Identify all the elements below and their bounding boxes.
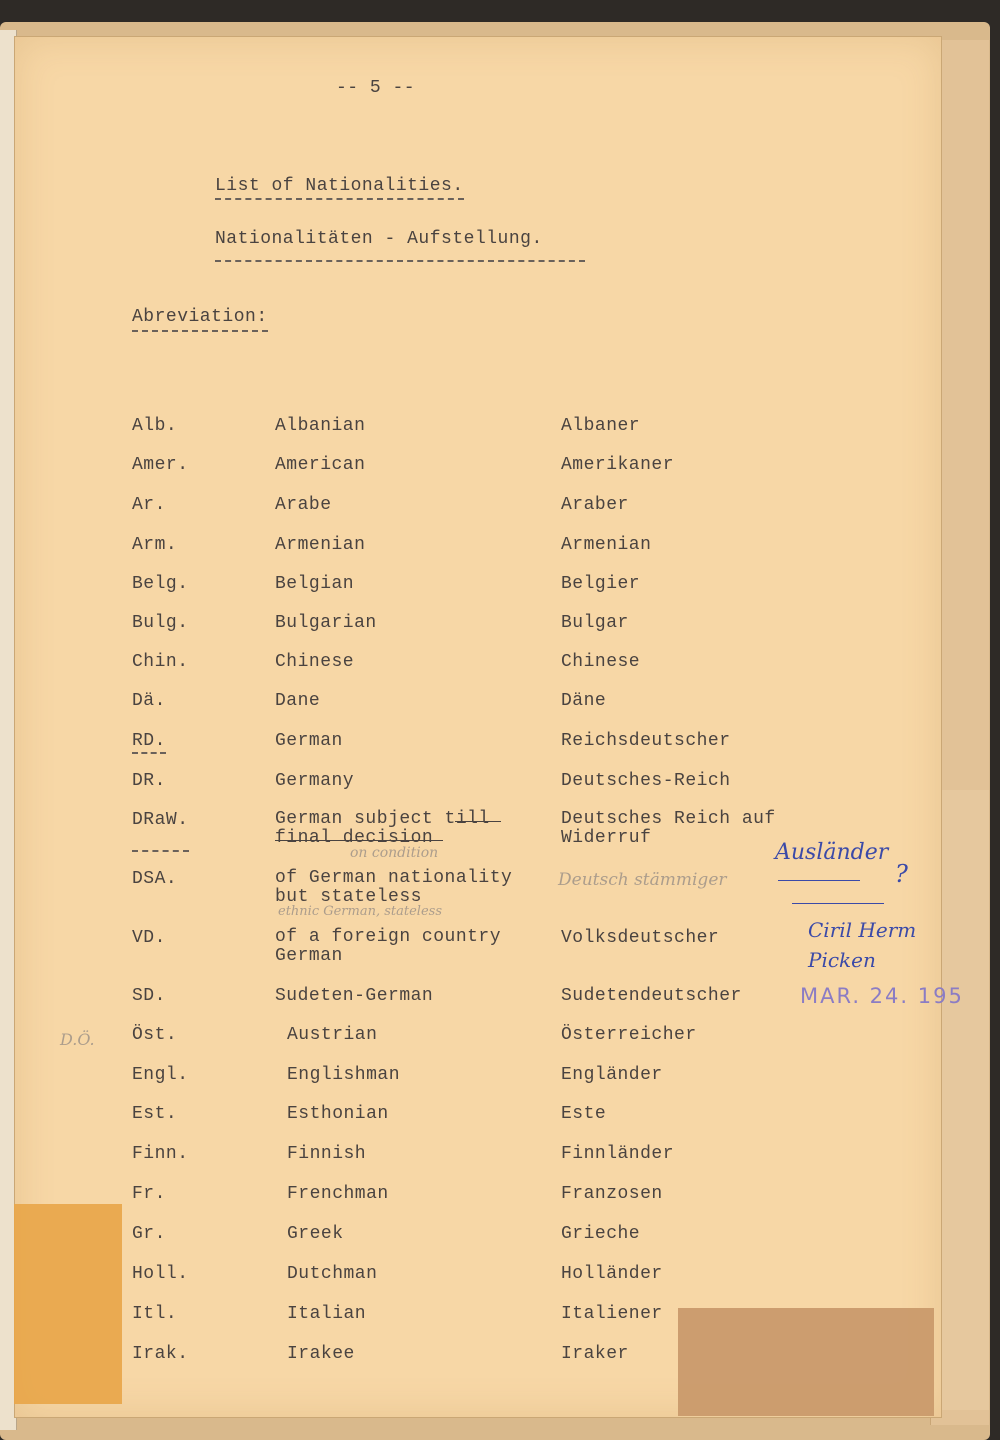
row-german: Grieche [561, 1224, 641, 1244]
row-english: of German nationality but stateless [275, 868, 513, 907]
row-english: Italian [287, 1304, 367, 1324]
row-abbr: RD. [132, 731, 166, 754]
row-german: Engländer [561, 1065, 663, 1085]
row-abbr: DR. [132, 771, 166, 791]
row-abbr: Irak. [132, 1344, 189, 1364]
row-german: Sudetendeutscher [561, 986, 742, 1006]
row-german: Chinese [561, 652, 641, 672]
row-abbr: Holl. [132, 1264, 189, 1284]
ink-question-mark: ? [895, 860, 908, 888]
row-english: Albanian [275, 416, 366, 436]
back-sheet-tab [936, 790, 989, 1410]
row-abbr: Amer. [132, 455, 189, 475]
row-german: Italiener [561, 1304, 663, 1324]
row-english: Belgian [275, 574, 355, 594]
row-german: Belgier [561, 574, 641, 594]
row-english: Irakee [287, 1344, 355, 1364]
strike-final-decision [275, 840, 443, 841]
row-german: Volksdeutscher [561, 928, 720, 948]
row-german: Deutsches-Reich [561, 771, 731, 791]
pencil-deutsch-staemmiger: Deutsch stämmiger [558, 870, 727, 890]
ink-strike-1 [778, 880, 860, 881]
row-german: Deutsches Reich auf Widerruf [561, 809, 776, 848]
row-abbr: Gr. [132, 1224, 166, 1244]
row-abbr: Est. [132, 1104, 178, 1124]
ink-auslaender: Ausländer [775, 840, 889, 865]
row-abbr: Finn. [132, 1144, 189, 1164]
pencil-on-condition: on condition [350, 845, 439, 861]
strike-till [455, 821, 501, 822]
tape-left [14, 1204, 122, 1404]
ink-strike-2 [792, 903, 884, 904]
row-abbr: Bulg. [132, 613, 189, 633]
row-abbr: Alb. [132, 416, 178, 436]
row-english: Armenian [275, 535, 366, 555]
row-german: Araber [561, 495, 629, 515]
row-english: Sudeten-German [275, 986, 434, 1006]
row-abbr: Dä. [132, 691, 166, 711]
row-english: American [275, 455, 366, 475]
row-german: Franzosen [561, 1184, 663, 1204]
row-german: Holländer [561, 1264, 663, 1284]
row-abbr: VD. [132, 928, 166, 948]
row-abbr: SD. [132, 986, 166, 1006]
document-title: List of Nationalities. [215, 176, 464, 200]
row-english: Austrian [287, 1025, 378, 1045]
row-english: Chinese [275, 652, 355, 672]
row-german: Amerikaner [561, 455, 675, 475]
row-german: Iraker [561, 1344, 629, 1364]
row-abbr: Öst. [132, 1025, 178, 1045]
row-english: of a foreign country German [275, 927, 502, 966]
pencil-ethnic-german: ethnic German, stateless [278, 904, 442, 919]
ink-initials: Ciril Herm Picken [808, 918, 917, 972]
subtitle-rule [215, 260, 585, 262]
row-english: Esthonian [287, 1104, 389, 1124]
tape-right [678, 1308, 934, 1416]
row-abbr: Ar. [132, 495, 166, 515]
row-english: Finnish [287, 1144, 367, 1164]
row-abbr: Chin. [132, 652, 189, 672]
row-abbr: Fr. [132, 1184, 166, 1204]
row-english: Dutchman [287, 1264, 378, 1284]
row-german: Bulgar [561, 613, 629, 633]
row-german: Reichsdeutscher [561, 731, 731, 751]
row-german: Däne [561, 691, 607, 711]
row-abbr: Itl. [132, 1304, 178, 1324]
row-abbr: Arm. [132, 535, 178, 555]
row-english: Frenchman [287, 1184, 389, 1204]
row-english: Arabe [275, 495, 332, 515]
row-german: Finnländer [561, 1144, 675, 1164]
row-german: Österreicher [561, 1025, 697, 1045]
row-english: Germany [275, 771, 355, 791]
row-english: Englishman [287, 1065, 401, 1085]
row-english: Greek [287, 1224, 344, 1244]
date-stamp: MAR. 24. 195 [800, 984, 964, 1008]
row-english: Bulgarian [275, 613, 377, 633]
row-german: Este [561, 1104, 607, 1124]
row-german: Armenian [561, 535, 652, 555]
row-english: Dane [275, 691, 321, 711]
pencil-margin-note: D.Ö. [60, 1030, 95, 1049]
section-label: Abreviation: [132, 307, 268, 332]
row-german: Albaner [561, 416, 641, 436]
row-abbr: DRaW. [132, 810, 189, 852]
row-abbr: Belg. [132, 574, 189, 594]
row-abbr: DSA. [132, 869, 178, 889]
row-abbr: Engl. [132, 1065, 189, 1085]
row-english: German subject till final decision [275, 809, 490, 848]
row-english: German [275, 731, 343, 751]
document-subtitle: Nationalitäten - Aufstellung. [215, 229, 543, 249]
page-number: -- 5 -- [336, 78, 416, 98]
